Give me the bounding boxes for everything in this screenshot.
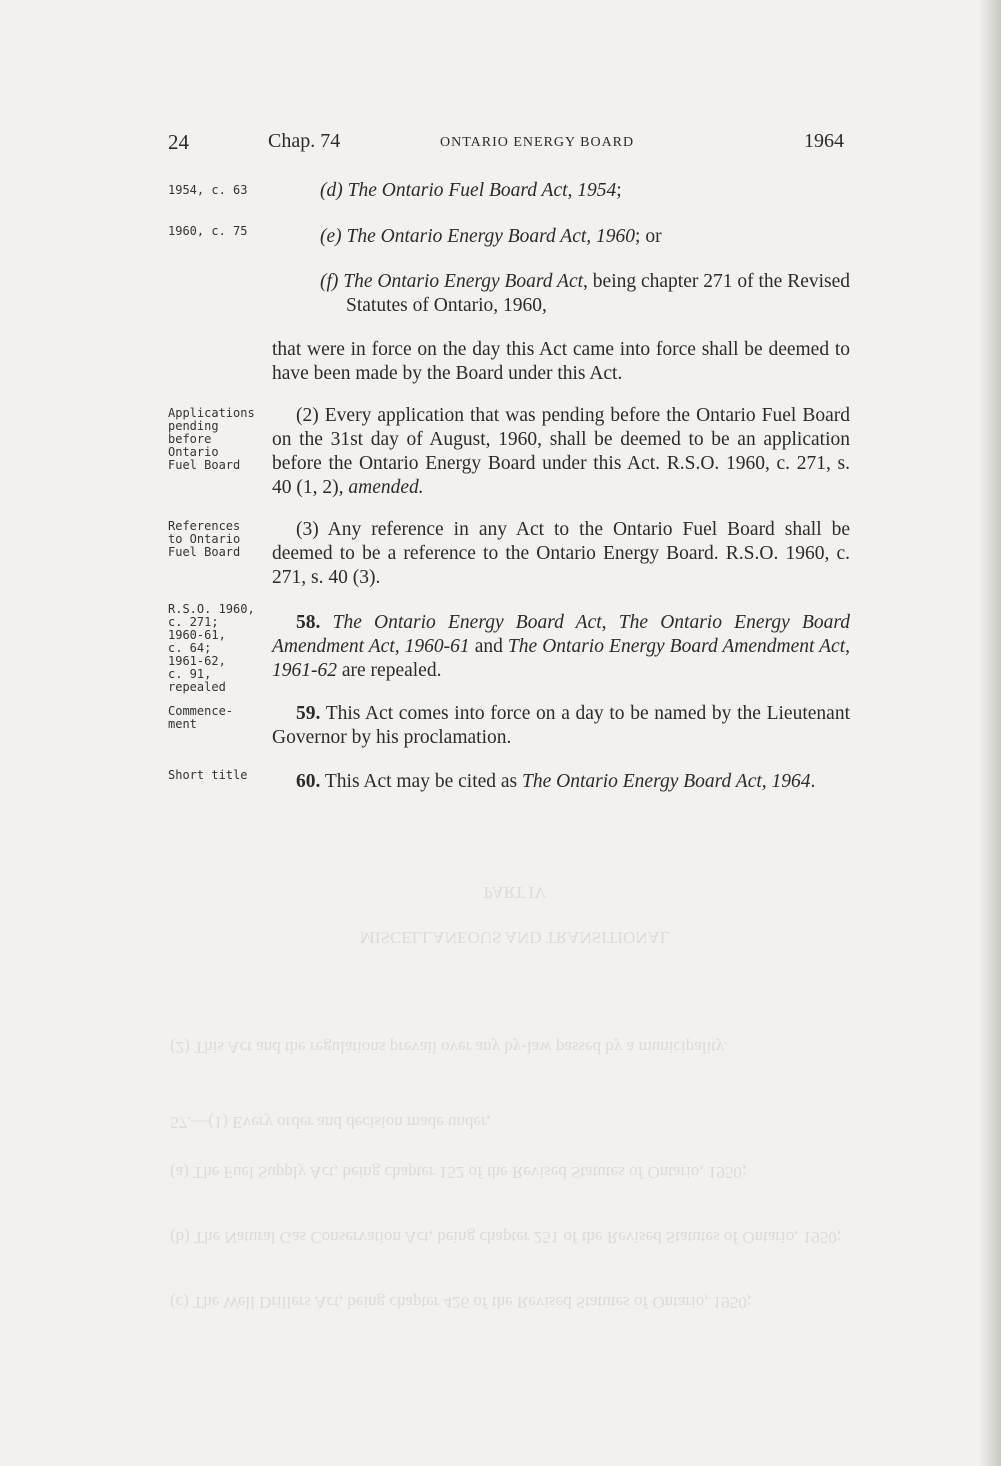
- section-60: 60. This Act may be cited as The Ontario Energy Board Act, 1964.: [296, 771, 816, 792]
- clause-d: (d) The Ontario Fuel Board Act, 1954;: [320, 180, 622, 201]
- header-year: 1964: [804, 130, 844, 152]
- subsection-2: (2) Every application that was pending before the Ontario Fuel Board on the 31st day of August, 1960, shall be deemed to be an application before the Ontario Energy Board under this Act. R.S.O. 1960, c. 271, s. 40 (1, 2), amended.: [272, 405, 850, 498]
- side-note-applications: Applications pending before Ontario Fuel Board: [168, 406, 255, 472]
- act-title: The Ontario Fuel Board Act, 1954: [347, 180, 617, 201]
- side-note-repealed: R.S.O. 1960, c. 271; 1960-61, c. 64; 1961-62, c. 91, repealed: [168, 602, 255, 694]
- section-number: 59.: [296, 703, 321, 724]
- page-number: 24: [168, 130, 189, 154]
- page-edge-shadow: [979, 0, 1001, 1466]
- running-title: ONTARIO ENERGY BOARD: [440, 135, 635, 150]
- show-through-line: (a) The Fuel Supply Act, being chapter 152 of the Revised Statutes of Ontario, 1950;: [170, 1163, 747, 1182]
- side-note-references: References to Ontario Fuel Board: [168, 519, 241, 559]
- subsection-3: (3) Any reference in any Act to the Ontario Fuel Board shall be deemed to be a reference to the Ontario Energy Board. R.S.O. 1960, c. 271, s. 40 (3).: [272, 519, 850, 588]
- act-title: The Ontario Energy Board Act, 1960: [346, 226, 636, 247]
- section-59: 59. This Act comes into force on a day to be named by the Lieutenant Governor by his proclamation.: [272, 703, 850, 748]
- section-58: 58. The Ontario Energy Board Act, The Ontario Energy Board Amendment Act, 1960-61 and The Ontario Energy Board Amendment Act, 1961-62 are repealed.: [272, 612, 851, 681]
- show-through-part: PART IV: [483, 883, 547, 902]
- show-through-heading: MISCELLANEOUS AND TRANSITIONAL: [359, 928, 671, 947]
- show-through-line: (b) The Natural Gas Conservation Act, being chapter 251 of the Revised Statutes of Ontario, 1950;: [170, 1228, 842, 1247]
- side-note-commencement: Commence- ment: [168, 704, 234, 731]
- paragraph-deemed: that were in force on the day this Act came into force shall be deemed to have been made by the Board under this Act.: [272, 339, 850, 384]
- show-through-line: 57.—(1) Every order and decision made under,: [170, 1113, 491, 1132]
- section-number: 58.: [296, 612, 321, 633]
- show-through-line: (c) The Well Drillers Act, being chapter 426 of the Revised Statutes of Ontario, 1950;: [170, 1293, 752, 1312]
- chapter-label: Chap. 74: [268, 130, 341, 152]
- show-through-line: (2) This Act and the regulations prevail over any by-law passed by a municipality.: [170, 1038, 728, 1057]
- side-note-1960: 1960, c. 75: [168, 224, 248, 238]
- act-title: The Ontario Energy Board Act: [343, 271, 584, 292]
- side-note-short-title: Short title: [168, 768, 248, 782]
- side-note-1954: 1954, c. 63: [168, 183, 248, 197]
- page-header: [168, 130, 848, 160]
- section-number: 60.: [296, 771, 321, 792]
- clause-f: (f) The Ontario Energy Board Act, being chapter 271 of the Revised Statutes of Ontario, 1960,: [320, 271, 851, 316]
- clause-e: (e) The Ontario Energy Board Act, 1960; or: [320, 226, 662, 247]
